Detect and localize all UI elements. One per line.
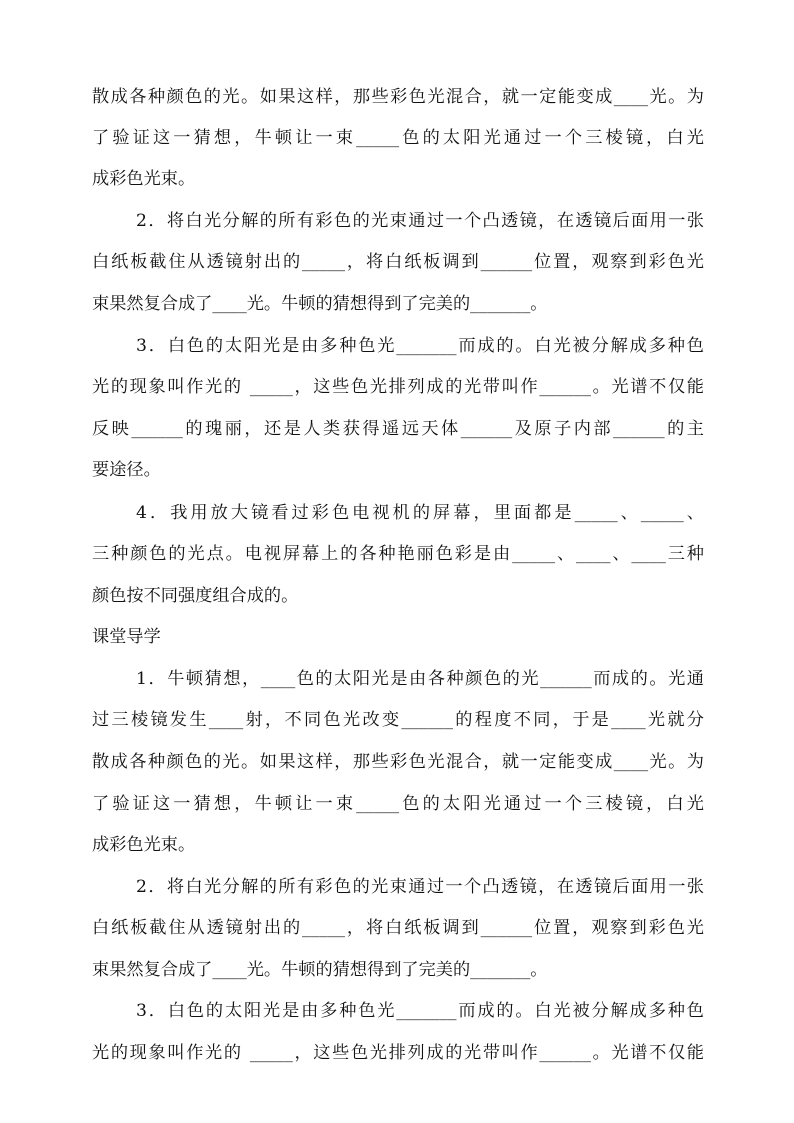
text-line: 成彩色光束。 — [92, 835, 196, 855]
text-line: 白纸板截住从透镜射出的_____，将白纸板调到______位置，观察到彩色光 — [92, 252, 704, 272]
text-line: 颜色按不同强度组合成的。 — [92, 586, 299, 606]
text-line: 3．白色的太阳光是由多种色光_______而成的。白光被分解成多种色 — [136, 336, 704, 356]
text-line: 束果然复合成了____光。牛顿的猜想得到了完美的_______。 — [92, 294, 548, 314]
text-line: 散成各种颜色的光。如果这样，那些彩色光混合，就一定能变成____光。为 — [92, 752, 704, 772]
text-line: 要途径。 — [92, 460, 161, 480]
text-line: 散成各种颜色的光。如果这样，那些彩色光混合，就一定能变成____光。为 — [92, 87, 704, 107]
text-line: 了验证这一猜想，牛顿让一束_____色的太阳光通过一个三棱镜，白光 — [92, 128, 704, 148]
text-line: 过三棱镜发生____射，不同色光改变______的程度不同，于是____光就分 — [92, 710, 704, 730]
text-line: 光的现象叫作光的 _____，这些色光排列成的光带叫作______。光谱不仅能 — [92, 1043, 704, 1063]
text-line: 3．白色的太阳光是由多种色光_______而成的。白光被分解成多种色 — [136, 1001, 704, 1021]
text-line: 2．将白光分解的所有彩色的光束通过一个凸透镜，在透镜后面用一张 — [136, 877, 704, 897]
text-line: 成彩色光束。 — [92, 169, 196, 189]
text-line: 了验证这一猜想，牛顿让一束_____色的太阳光通过一个三棱镜，白光 — [92, 794, 704, 814]
section-heading: 课堂导学 — [92, 627, 161, 647]
text-line: 光的现象叫作光的 _____，这些色光排列成的光带叫作______。光谱不仅能 — [92, 377, 704, 397]
text-line: 白纸板截住从透镜射出的_____，将白纸板调到______位置，观察到彩色光 — [92, 918, 704, 938]
text-line: 1．牛顿猜想，____色的太阳光是由各种颜色的光______而成的。光通 — [136, 669, 704, 689]
text-line: 4．我用放大镜看过彩色电视机的屏幕，里面都是_____、_____、 — [136, 503, 704, 523]
text-line: 三种颜色的光点。电视屏幕上的各种艳丽色彩是由_____、____、____三种 — [92, 544, 704, 564]
text-line: 2．将白光分解的所有彩色的光束通过一个凸透镜，在透镜后面用一张 — [136, 211, 704, 231]
text-line: 束果然复合成了____光。牛顿的猜想得到了完美的_______。 — [92, 960, 548, 980]
text-line: 反映______的瑰丽，还是人类获得遥远天体______及原子内部______的主 — [92, 419, 704, 439]
